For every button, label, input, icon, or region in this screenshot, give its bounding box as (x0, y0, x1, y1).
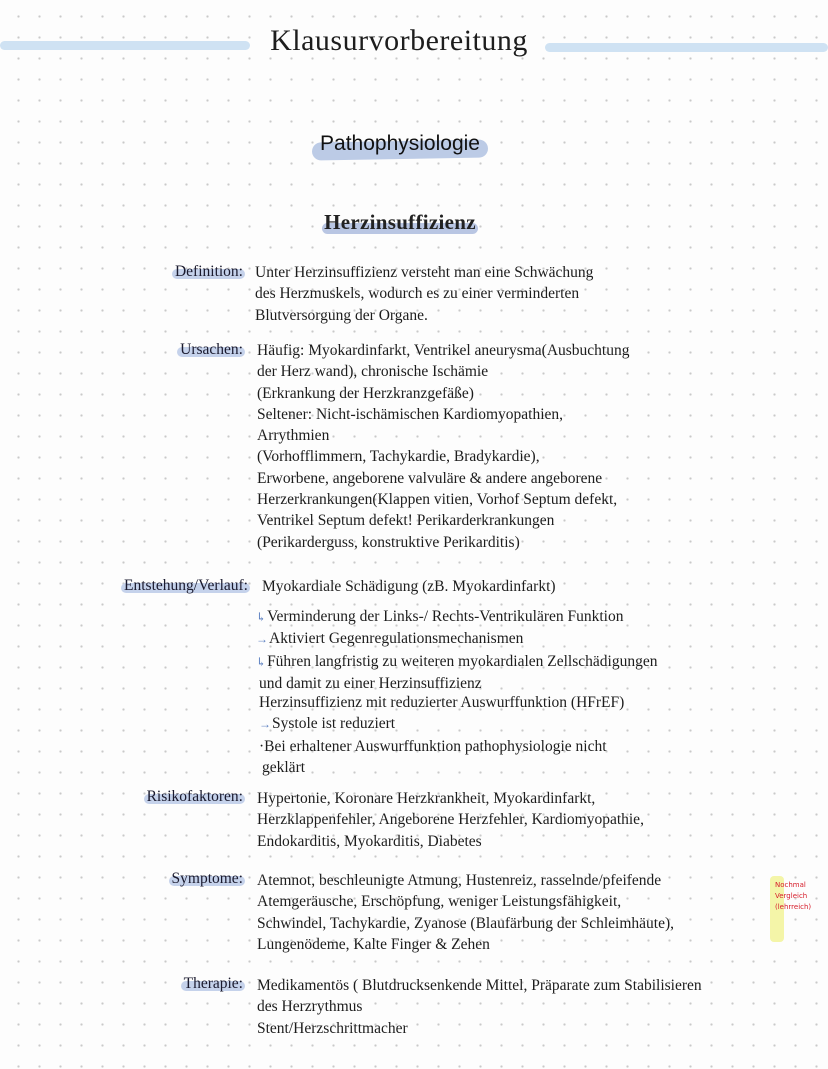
definition-text: Unter Herzinsuffizienz versteht man eine Schwächung des Herzmuskels, wodurch es zu einer verminderten Blutversorgung der Organe. (255, 264, 594, 324)
entstehung-steps: ↳Verminderung der Links-/ Rechts-Ventrikulären Funktion →Aktiviert Gegenregulationsmechanismen ↳Führen langfristig zu weiteren myokardialen Zellschädigungen und damit zu einer Herzinsuffizienz (256, 608, 658, 692)
arrow-down-right-icon: ↳ (256, 654, 267, 669)
arrow-down-right-icon: ↳ (256, 610, 267, 624)
therapie-text: Medikamentös ( Blutdrucksenkende Mittel, Präparate zum Stabilisieren des Herzrythmus Stent/Herzschrittmacher (257, 977, 702, 1037)
definition-label: Definition: (174, 263, 243, 280)
risikofaktoren-label: Risikofaktoren: (146, 788, 243, 805)
symptome-text: Atemnot, beschleunigte Atmung, Hustenreiz, rasselnde/pfeifende Atemgeräusche, Erschöpfung, weniger Leistungsfähigkeit, Schwindel, Tachykardie, Zyanose (Blaufärbung der Schleimhäute), Lungenödeme, Kalte Finger & Zehen (257, 872, 674, 953)
entstehung-label: Entstehung/Verlauf: (124, 577, 248, 594)
ursachen-text: Häufig: Myokardinfarkt, Ventrikel aneurysma(Ausbuchtung der Herz wand), chronische Ischämie (Erkrankung der Herzkranzgefäße) Seltener: Nicht-ischämischen Kardiomyopathien, Arrythmien (Vorhofflimmern, Tachykardie, Bradykardie), Erworbene, angeborene valvuläre & andere angeborene Herzerkrankungen(Klappen vitien, Vorhof Septum defekt, Ventrikel Septum defekt! Perikarderkrankungen (Perikarderguss, konstruktive Perikarditis) (257, 342, 630, 551)
arrow-right-icon: → (259, 717, 271, 732)
subtitle: Pathophysiologie (316, 132, 484, 156)
entstehung-first: Myokardiale Schädigung (zB. Myokardinfarkt) (262, 578, 556, 595)
symptome-label: Symptome: (171, 870, 243, 887)
topic-heading: Herzinsuffizienz (324, 210, 476, 234)
ursachen-label: Ursachen: (180, 341, 243, 358)
arrow-right-icon: → (256, 632, 268, 647)
margin-note: Nochmal Vergleich (lehrreich) (775, 881, 812, 911)
page-title: Klausurvorbereitung (0, 24, 798, 58)
therapie-label: Therapie: (183, 975, 243, 992)
risikofaktoren-text: Hypertonie, Koronare Herzkrankheit, Myokardinfarkt, Herzklappenfehler, Angeborene Herzfehler, Kardiomyopathie, Endokarditis, Myokarditis, Diabetes (257, 790, 644, 850)
entstehung-hfref: Herzinsuffizienz mit reduzierter Auswurffunktion (HFrEF) →Systole ist reduziert ·Bei erhaltener Auswurffunktion pathophysiologie nicht geklärt (259, 694, 625, 776)
